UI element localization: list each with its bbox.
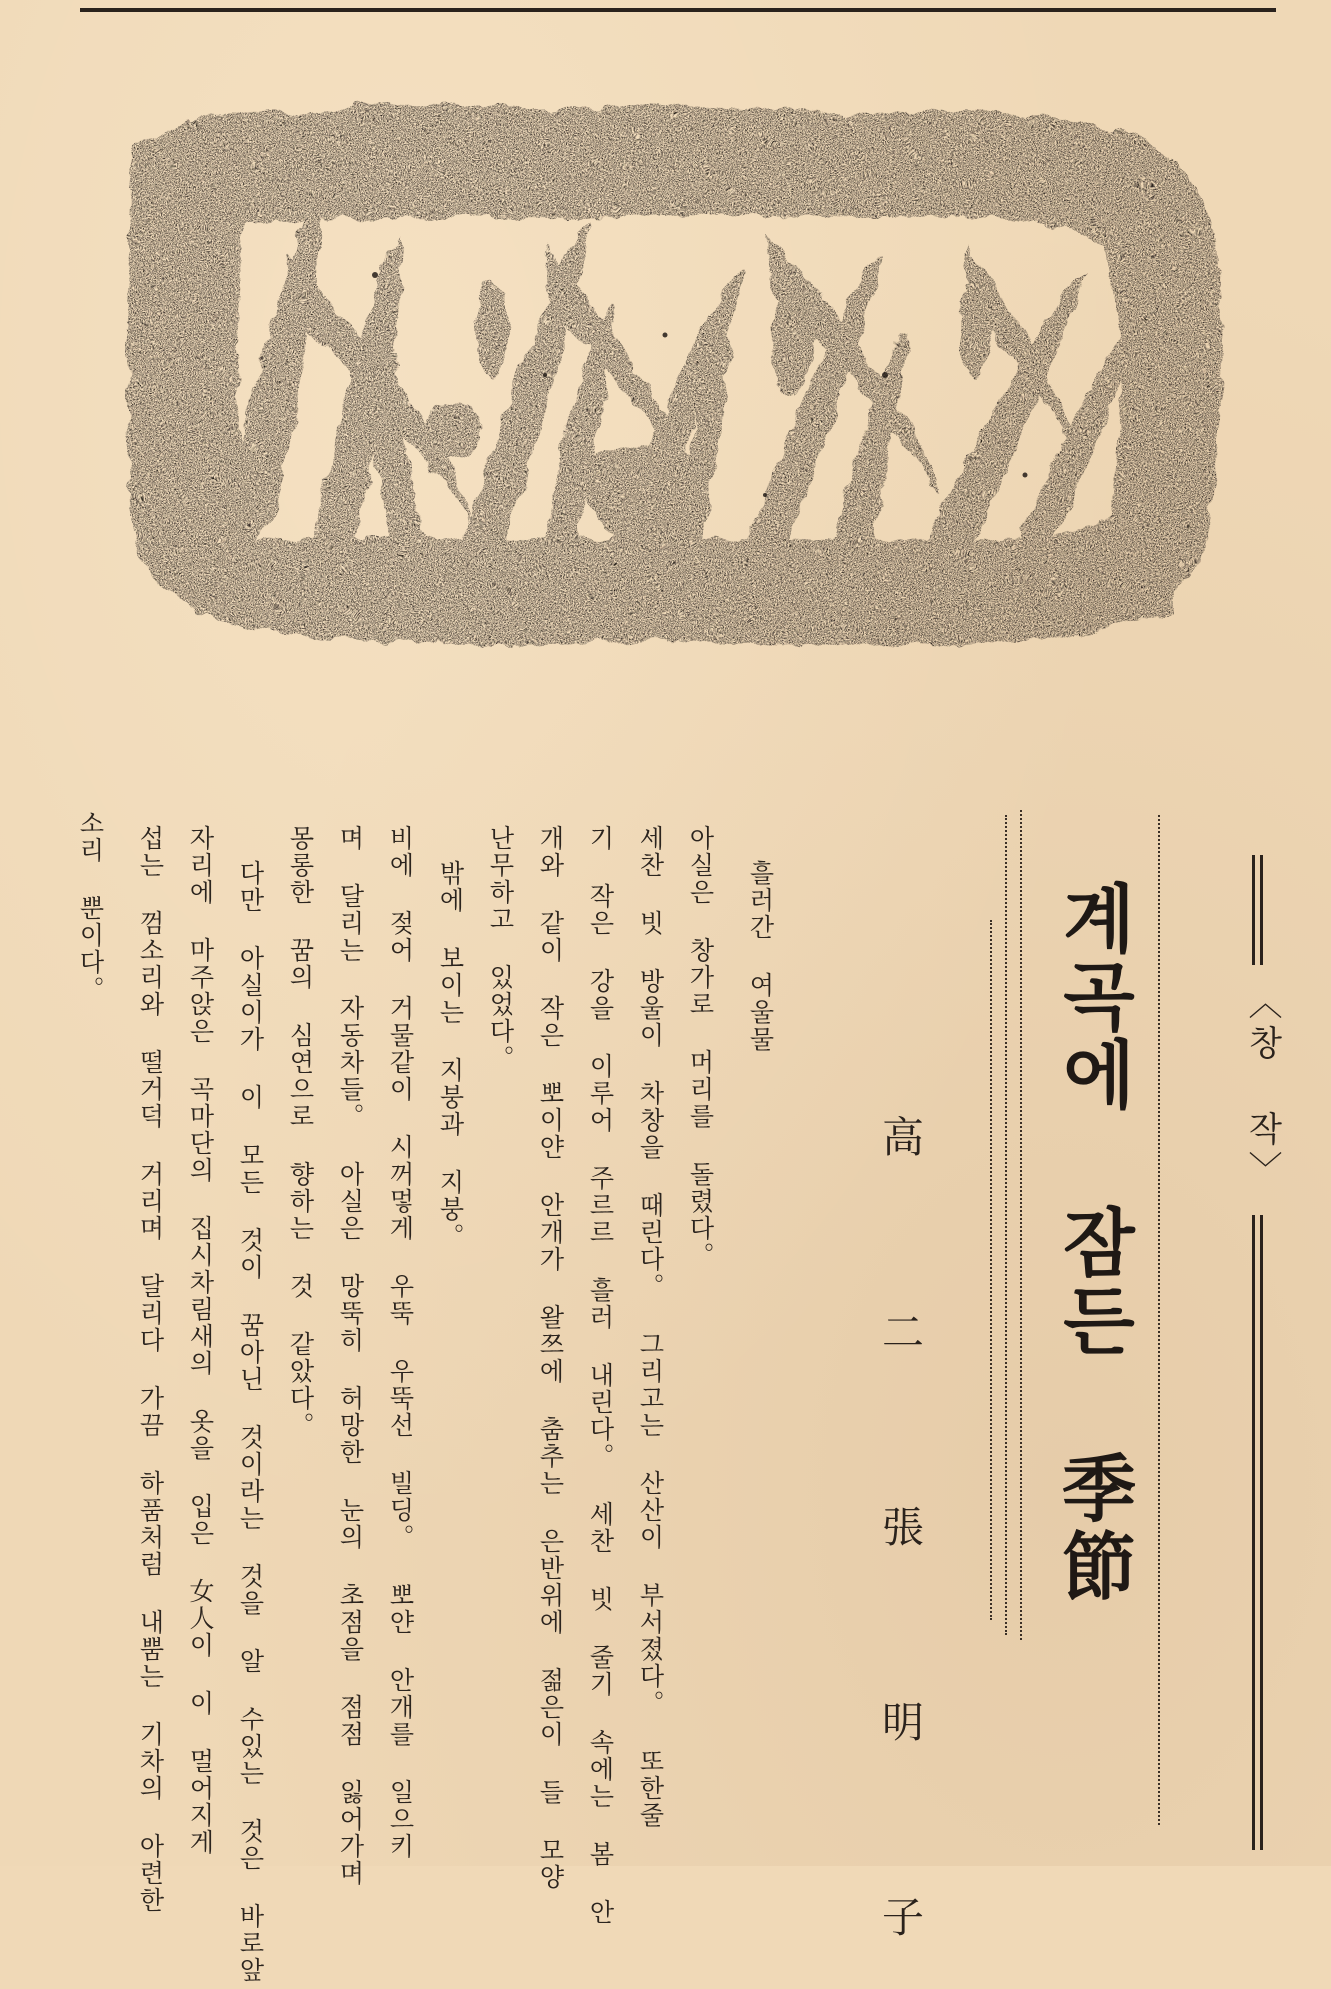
section-rule-top-1 [1252,855,1255,965]
body-line-10: 몽롱한 꿈의 심연으로 향하는 것 같았다。 [286,825,315,1439]
body-line-13: 섭는 껌소리와 떨거덕 거리며 달리다 가끔 하품처럼 내뿜는 기차의 아련한 [136,825,165,1914]
title-frame-line-3 [1005,815,1007,1635]
body-line-14: 소리 뿐이다。 [76,810,105,1003]
body-line-5: 개와 같이 작은 뽀이얀 안개가 왈쯔에 춤추는 은반위에 젊은이 들 모양 [536,825,565,1891]
author-byline: 高 二 張 明 子 [876,1115,925,1989]
body-line-8: 비에 젖어 거물같이 시꺼멓게 우뚝 우뚝선 빌딩。 뽀얀 안개를 일으키 [386,825,415,1860]
article-title: 계곡에 잠든 季節 [1050,880,1136,1606]
section-rule-bottom-1 [1252,1215,1255,1850]
woodcut-illustration [125,75,1230,660]
body-line-7: 밖에 보이는 지붕과 지붕。 [436,860,465,1250]
section-rule-top-2 [1260,855,1263,965]
body-line-12: 자리에 마주앉은 곡마단의 집시차림새의 옷을 입은 女人이 이 멀어지게 [186,825,215,1856]
body-line-3: 세찬 빗 방울이 차창을 때린다。 그리고는 산산이 부서졌다。 또한줄 [636,825,665,1829]
section-label: 〈창 작〉 [1242,985,1282,1191]
body-line-4: 기 작은 강을 이루어 주르르 흘러 내린다。 세찬 빗 줄기 속에는 봄 안 [586,825,615,1926]
body-line-11: 다만 아실이가 이 모든 것이 꿈아닌 것이라는 것을 알 수있는 것은 바로앞 [236,860,265,1984]
body-line-1: 흘러간 여울물 [746,860,775,1053]
body-line-6: 난무하고 있었다。 [486,825,515,1072]
title-frame-line-1 [1158,815,1160,1825]
body-line-9: 며 달리는 자동차들。 아실은 망뚝히 허망한 눈의 초점을 점점 잃어가며 [336,825,365,1887]
title-frame-line-4 [990,920,992,1620]
body-line-2: 아실은 창가로 머리를 돌렸다。 [686,825,715,1269]
title-frame-line-2 [1020,810,1022,1640]
section-rule-bottom-2 [1260,1215,1263,1850]
top-rule [80,8,1276,12]
